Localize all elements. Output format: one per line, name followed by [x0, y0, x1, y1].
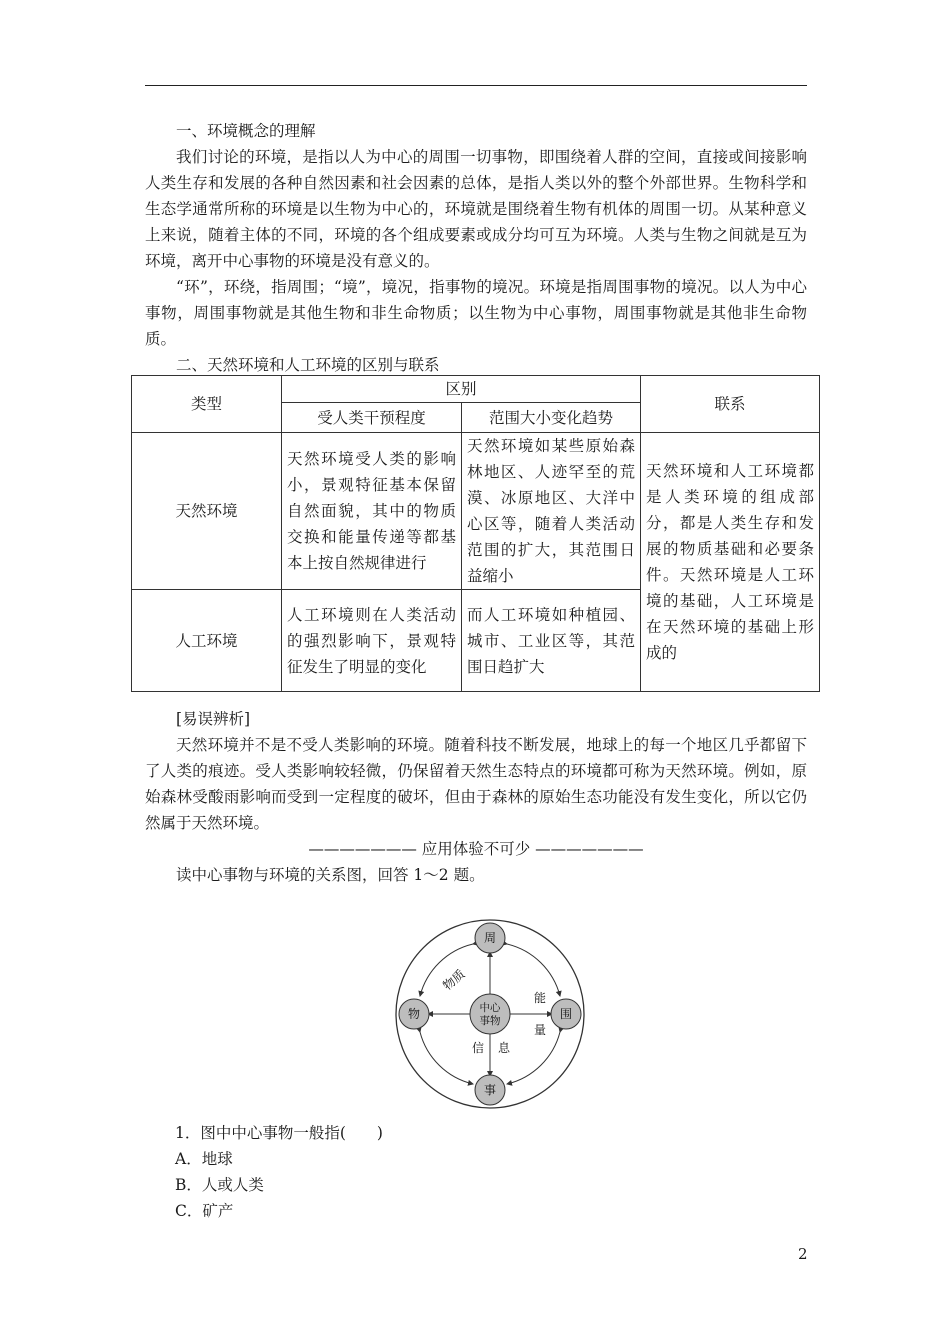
- label-matter: 物质: [440, 966, 468, 994]
- node-top-label: 周: [483, 931, 497, 945]
- arc-bottom-left: [420, 1032, 473, 1084]
- comparison-table: [131, 375, 820, 692]
- question-1: [175, 1120, 383, 1224]
- label-energy-2: 量: [533, 1023, 547, 1037]
- node-right-label: 围: [559, 1007, 573, 1021]
- natural-intervention-cell: 天然环境受人类的影响小，景观特征基本保留自然面貌，其中的物质交换和能量传递等都基本上按自然规律进行: [282, 433, 462, 590]
- arc-bottom-right: [507, 1032, 560, 1084]
- arc-top-right: [507, 944, 560, 996]
- question-1-option-b[interactable]: B．人或人类: [175, 1176, 264, 1194]
- header-connection: 联系: [641, 376, 820, 433]
- row-type-natural: 天然环境: [132, 433, 282, 590]
- misconception-text: 天然环境并不是不受人类影响的环境。随着科技不断发展，地球上的每一个地区几乎都留下了人类的痕迹。受人类影响较轻微，仍保留着天然生态特点的环境都可称为天然环境。例如，原始森林受酸雨影响而受到一定程度的破坏，但由于森林的原始生态功能没有发生变化，所以它仍然属于天然环境。: [145, 736, 807, 832]
- center-label-2: 事物: [479, 1015, 501, 1027]
- connection-cell: 天然环境和人工环境都是人类环境的组成部分，都是人类生存和发展的物质基础和必要条件。天然环境是人工环境的基础，人工环境是在天然环境的基础上形成的: [641, 433, 820, 692]
- section-1-heading: 一、环境概念的理解: [176, 122, 316, 140]
- natural-range-cell: 天然环境如某些原始森林地区、人迹罕至的荒漠、冰原地区、大洋中心区等，随着人类活动范围的扩大，其范围日益缩小: [462, 433, 641, 590]
- header-difference: 区别: [282, 376, 641, 403]
- question-1-option-a[interactable]: A．地球: [175, 1150, 233, 1168]
- practice-intro: 读中心事物与环境的关系图，回答 1～2 题。: [176, 866, 485, 884]
- section-1: [145, 118, 807, 378]
- page-number: 2: [798, 1245, 808, 1263]
- center-label-1: 中心: [479, 1002, 501, 1014]
- section-1-paragraph-1: 我们讨论的环境，是指以人为中心的周围一切事物，即围绕着人群的空间，直接或间接影响人类生存和发展的各种自然因素和社会因素的总体，是指人类以外的整个外部世界。生物科学和生态学通常所称的环境是以生物为中心的，环境就是围绕着生物有机体的周围一切。从某种意义上来说，随着主体的不同，环境的各个组成要素或成分均可互为环境。人类与生物之间就是互为环境，离开中心事物的环境是没有意义的。: [145, 148, 807, 270]
- artificial-range-cell: 而人工环境如种植园、城市、工业区等，其范围日趋扩大: [462, 590, 641, 692]
- header-rule: [145, 85, 807, 86]
- practice-divider: ——————— 应用体验不可少 ———————: [308, 840, 644, 858]
- question-1-option-c[interactable]: C．矿产: [175, 1202, 234, 1220]
- label-energy-1: 能: [533, 991, 547, 1005]
- header-type: 类型: [132, 376, 282, 433]
- label-info-2: 息: [497, 1041, 511, 1055]
- row-type-artificial: 人工环境: [132, 590, 282, 692]
- section-1-paragraph-2: “环”，环绕，指周围；“境”，境况，指事物的境况。环境是指周围事物的境况。以人为中心事物，周围事物就是其他生物和非生命物质；以生物为中心事物，周围事物就是其他非生命物质。: [145, 278, 807, 348]
- node-bottom-label: 事: [483, 1083, 497, 1097]
- table-row: [132, 433, 820, 590]
- center-node: [470, 994, 510, 1034]
- misconception-section: [145, 706, 807, 888]
- header-range-trend: 范围大小变化趋势: [462, 403, 641, 433]
- label-info-1: 信: [471, 1041, 485, 1055]
- question-1-stem: 1．图中中心事物一般指( ): [175, 1124, 383, 1142]
- center-environment-diagram: [394, 918, 586, 1110]
- node-left-label: 物: [407, 1007, 421, 1021]
- header-human-intervention: 受人类干预程度: [282, 403, 462, 433]
- section-2-heading: 二、天然环境和人工环境的区别与联系: [176, 356, 440, 374]
- artificial-intervention-cell: 人工环境则在人类活动的强烈影响下，景观特征发生了明显的变化: [282, 590, 462, 692]
- misconception-heading: [易误辨析]: [176, 710, 251, 728]
